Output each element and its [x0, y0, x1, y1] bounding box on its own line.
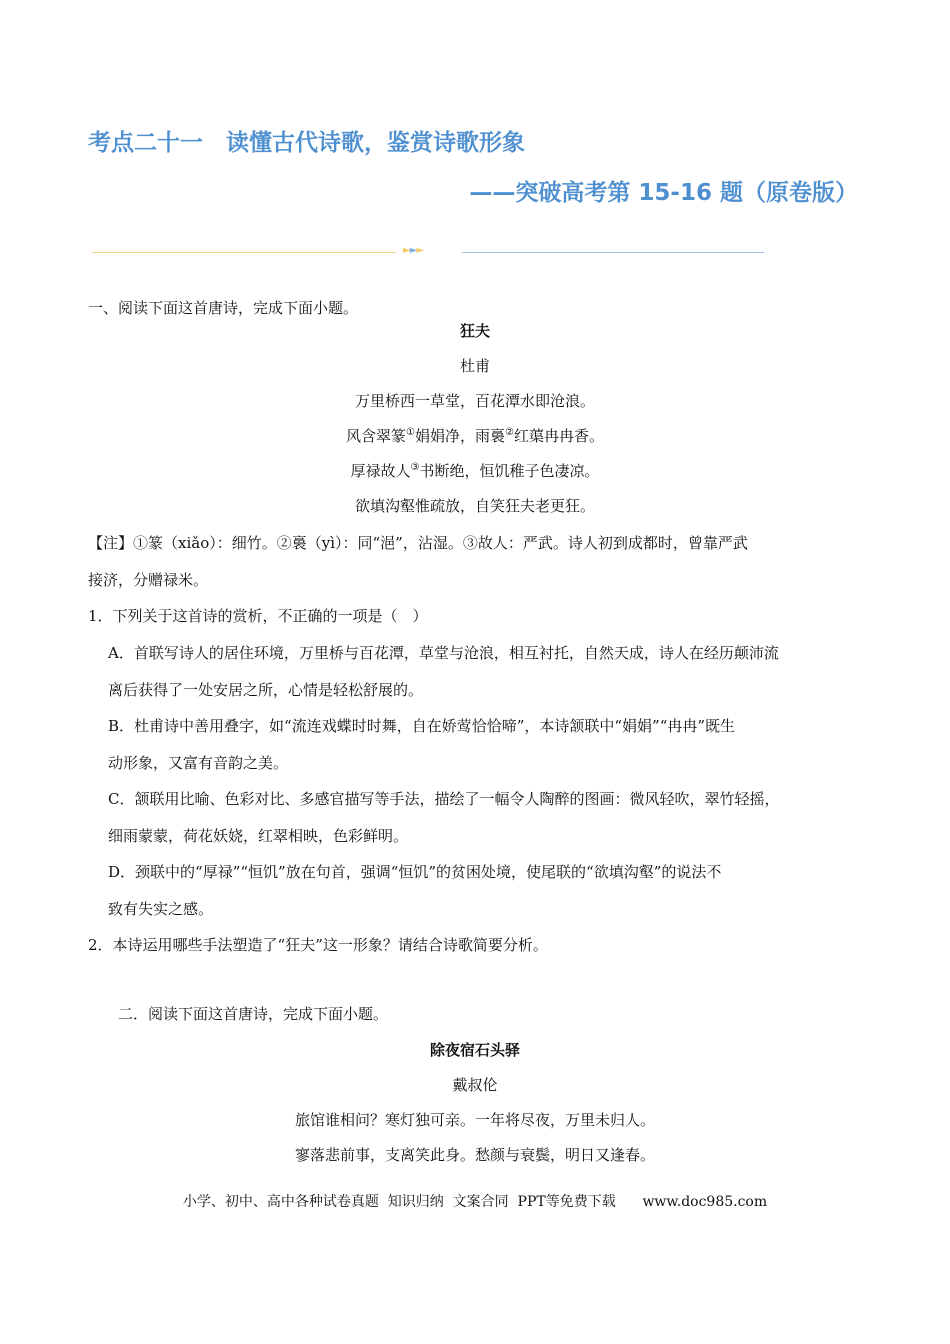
page-subtitle: ——突破高考第 15-16 题（原卷版）	[469, 180, 858, 206]
poem2-line-1: 旅馆谁相问？寒灯独可亲。一年将尽夜，万里未归人。	[294, 1111, 655, 1129]
poem1-line-3: 厚禄故人③书断绝，恒饥稚子色凄凉。	[350, 462, 600, 480]
poem1-note: 【注】①篆（xiǎo）：细竹。②裛（yì）：同“浥”，沾湿。③故人：严武。诗人初到成都时，曾靠严武	[88, 534, 748, 552]
option-b: B．杜甫诗中善用叠字，如“流连戏蝶时时舞，自在娇莺恰恰啼”，本诗颔联中“娟娟”“冉冉”既生	[108, 717, 736, 735]
section1-intro: 一、阅读下面这首唐诗，完成下面小题。	[88, 299, 359, 317]
question-2: 2．本诗运用哪些手法塑造了“狂夫”这一形象？请结合诗歌简要分析。	[88, 936, 548, 954]
page-title: 考点二十一 读懂古代诗歌，鉴赏诗歌形象	[88, 130, 525, 156]
option-a-cont: 离后获得了一处安居之所，心情是轻松舒展的。	[108, 681, 424, 699]
poem1-title: 狂夫	[459, 322, 490, 340]
footer	[0, 1191, 950, 1211]
footer-text: 小学、初中、高中各种试卷真题 知识归纳 文案合同 PPT等免费下载	[182, 1194, 616, 1210]
option-d-cont: 致有失实之感。	[108, 900, 214, 918]
footnote-mark-2: ②	[505, 427, 514, 438]
footnote-mark-1: ①	[406, 427, 415, 438]
poem1-author: 杜甫	[459, 357, 490, 375]
option-a: A．首联写诗人的居住环境，万里桥与百花潭，草堂与沧浪，相互衬托，自然天成，诗人在经历颠沛流	[108, 644, 779, 662]
poem2-author: 戴叔伦	[452, 1076, 498, 1094]
divider-left	[92, 252, 396, 253]
question-1: 1．下列关于这首诗的赏析，不正确的一项是（ ）	[88, 607, 428, 625]
divider-right	[462, 252, 764, 253]
poem1-note-cont: 接济，分赠禄米。	[88, 571, 209, 589]
poem1-line-2: 风含翠篆①娟娟净，雨裛②红蕖冉冉香。	[346, 427, 604, 445]
poem2-line-2: 寥落悲前事，支离笑此身。愁颜与衰鬓，明日又逢春。	[294, 1146, 655, 1164]
option-c: C．颔联用比喻、色彩对比、多感官描写等手法，描绘了一幅令人陶醉的图画：微风轻吹，翠竹轻摇，	[108, 790, 780, 808]
section2-intro: 二．阅读下面这首唐诗，完成下面小题。	[118, 1005, 389, 1023]
poem2-title: 除夜宿石头驿	[429, 1041, 520, 1059]
footer-url-link[interactable]: www.doc985.com	[642, 1194, 768, 1210]
footnote-mark-3: ③	[410, 462, 420, 473]
divider-arrows-icon: ►►►	[403, 245, 424, 256]
poem1-line-4: 欲填沟壑惟疏放，自笑狂夫老更狂。	[354, 497, 595, 515]
option-c-cont: 细雨蒙蒙，荷花妖娆，红翠相映，色彩鲜明。	[108, 827, 409, 845]
poem1-line-1: 万里桥西一草堂，百花潭水即沧浪。	[354, 392, 595, 410]
option-b-cont: 动形象，又富有音韵之美。	[108, 754, 289, 772]
option-d: D．颈联中的“厚禄”“恒饥”放在句首，强调“恒饥”的贫困处境，使尾联的“欲填沟壑”的说法不	[108, 863, 722, 881]
